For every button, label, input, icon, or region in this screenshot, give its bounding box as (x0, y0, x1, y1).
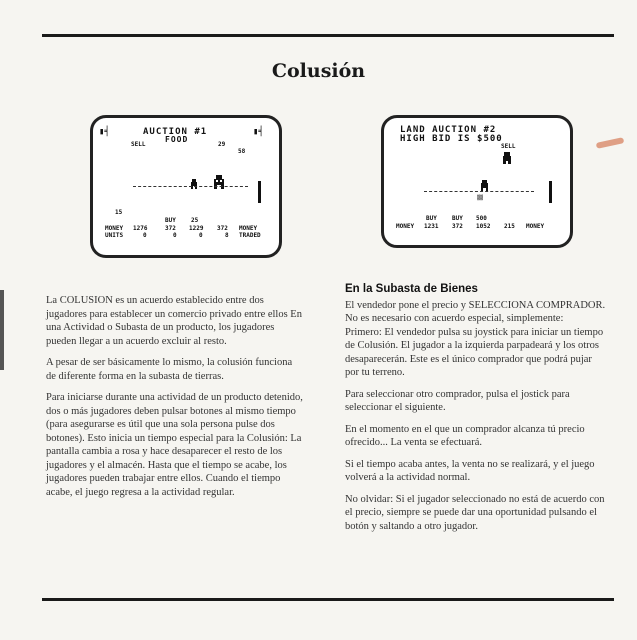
paragraph: El vendedor pone el precio y SELECCIONA COMPRADOR. No es necesario con acuerdo especial, simplemente: (345, 299, 606, 324)
buyer-figure-icon (480, 180, 489, 191)
count-b: 58 (238, 148, 246, 155)
money-cell: 1229 (189, 225, 204, 232)
count-a: 29 (218, 141, 226, 148)
paragraph: Para iniciarse durante una actividad de un producto detenido, dos o más jugadores deben pulsar botones al mismo tiempo (para asegurarse es útil que una sola persona pulse dos botones). Esto inicia un tiempo especial para la Colusión: La pantalla cambia a rosa y hace desaparecer el resto de los jugadores y el almacén. Hasta que el tiempo se acabe, los jugadores pueden trabajar entre ellos. Cuando el tiempo acabe, el juego regresa a la actividad regular. (46, 392, 303, 498)
paragraph: Primero: El vendedor pulsa su joystick para iniciar un tiempo de Colusión. El jugador a la izquierda parpadeará y los otros desaparecerán. Este es el único comprador que podrá pujar por tu terreno. (345, 326, 604, 378)
units-cell: 8 (225, 232, 229, 239)
screenshot-land-auction (381, 115, 573, 248)
units-cell: UNITS (105, 232, 124, 239)
buy-label: BUY (165, 217, 176, 224)
price-bar (549, 181, 552, 203)
player-marker-left-icon: ▮╡ (99, 127, 110, 137)
money-cell: 372 (165, 225, 176, 232)
screen-header-2: HIGH BID IS $500 (400, 134, 503, 144)
page-binding-edge (0, 290, 4, 370)
paragraph: La COLUSION es un acuerdo establecido entre dos jugadores para establecer un comercio privado entre ellos En una Actividad o Subasta de un producto, los jugadores pueden llegar a un acuerdo excluir al resto. (46, 295, 302, 347)
units-cell: 0 (143, 232, 147, 239)
buy-label-mid: BUY (452, 215, 463, 222)
money-cell: 215 (504, 223, 515, 230)
paper-stain (596, 137, 625, 149)
money-cell: 1052 (476, 223, 491, 230)
money-cell: 372 (452, 223, 463, 230)
section-heading: En la Subasta de Bienes (345, 283, 478, 295)
buy-value: 25 (191, 217, 199, 224)
money-cell: MONEY (239, 225, 258, 232)
money-cell: 1276 (133, 225, 148, 232)
price-bar (258, 181, 261, 203)
money-cell: 1231 (424, 223, 439, 230)
buy-value: 500 (476, 215, 487, 222)
paragraph: En el momento en el que un comprador alcanza tú precio ofrecido... La venta se efectuará. (345, 423, 585, 448)
money-cell: MONEY (396, 223, 415, 230)
sell-label: SELL (131, 141, 146, 148)
money-cell: 372 (217, 225, 228, 232)
buyer-tag: ▓▓ (477, 195, 484, 201)
left-column (46, 294, 304, 507)
paragraph: No olvidar: Si el jugador seleccionado no está de acuerdo con el precio, siempre se puede dar una oportunidad pulsando el botón y saltando a otro jugador. (345, 493, 605, 532)
page-title: Colusión (271, 60, 366, 82)
screen-header: AUCTION #1 (143, 127, 208, 137)
units-cell: TRADED (239, 232, 261, 239)
buy-label-left: BUY (426, 215, 437, 222)
left-count: 15 (115, 209, 123, 216)
units-cell: 0 (173, 232, 177, 239)
money-cell: MONEY (526, 223, 545, 230)
paragraph: Si el tiempo acaba antes, la venta no se realizará, y el juego volverá a la actividad normal. (345, 458, 595, 483)
screen-header: LAND AUCTION #2 (400, 125, 497, 135)
bottom-rule (42, 598, 614, 601)
right-column (345, 283, 607, 541)
player-figure-icon (190, 179, 198, 189)
sell-label: SELL (501, 143, 516, 150)
screen-header-sub: FOOD (165, 135, 189, 144)
bid-line (133, 186, 248, 187)
player-marker-right-icon: ▮╡ (253, 127, 264, 137)
screenshot-auction-food (90, 115, 282, 258)
units-cell: 0 (199, 232, 203, 239)
seller-figure-icon (502, 152, 512, 164)
paragraph: A pesar de ser básicamente lo mismo, la colusión funciona de diferente forma en la subasta de tierras. (46, 357, 293, 382)
top-rule (42, 34, 614, 37)
paragraph: Para seleccionar otro comprador, pulsa el jostick para seleccionar el siguiente. (345, 388, 570, 413)
bid-line (424, 191, 534, 192)
money-cell: MONEY (105, 225, 124, 232)
